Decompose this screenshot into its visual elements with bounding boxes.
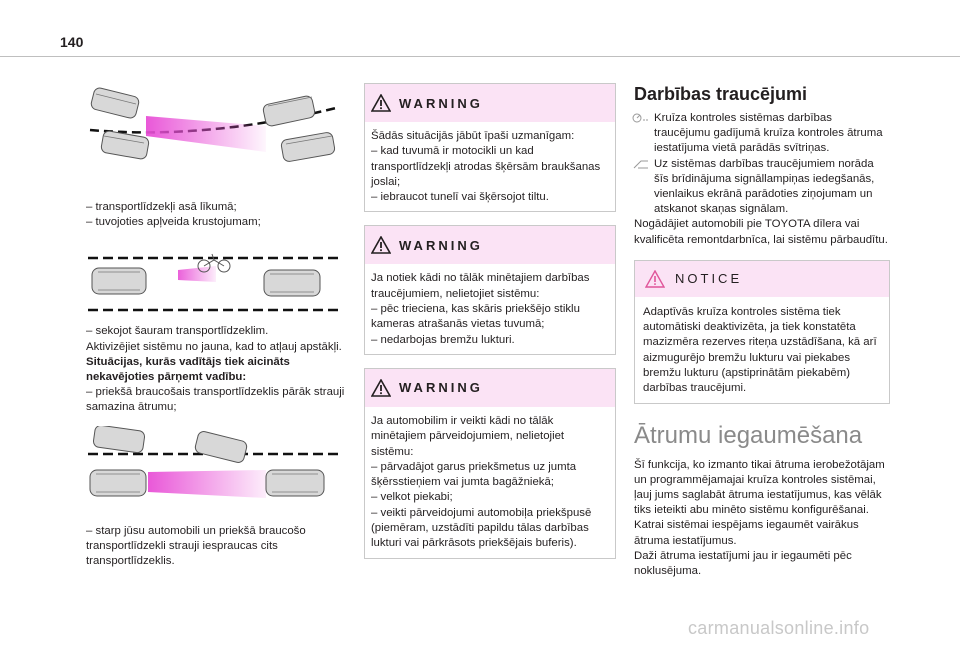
warning-title: WARNING <box>399 237 483 253</box>
notice-body <box>635 297 889 403</box>
warning-box <box>364 368 616 559</box>
illustration-cut-in <box>86 426 342 516</box>
text-block-right <box>634 111 890 248</box>
paragraph: Kruīza kontroles sistēmas darbības traucējumu gadījumā kruīza kontroles ātruma iestatījuma vietā parādās svītriņas. <box>634 111 890 157</box>
text-block-3 <box>86 524 346 570</box>
warning-title: WARNING <box>399 380 483 396</box>
notice-box <box>634 260 890 404</box>
notice-text: Adaptīvās kruīza kontroles sistēma tiek automātiski deaktivizēta, ja tiek konstatēta mazizmēra rezerves riteņa uzstādīšana, kā arī aizmugurējo bremžu lukturu vai piekabes bremžu lukturu (apstiprinātām piekabēm) darbības traucējumi. <box>643 305 877 395</box>
warning-triangle-icon <box>371 94 391 112</box>
list-item: Šādās situācijās jābūt īpaši uzmanīgam: <box>371 130 575 142</box>
illustration-narrow-vehicle <box>86 236 342 318</box>
list-item: – velkot piekabi; <box>371 491 453 504</box>
paragraph: Uz sistēmas darbības traucējumiem norāda šīs brīdinājuma signāllampiņas iedegšanās, vienlaikus ekrānā parādoties ziņojumam un atskanot skaņas signālam. <box>634 157 890 218</box>
page-number: 140 <box>60 34 84 50</box>
left-column <box>86 80 346 569</box>
list-item: – iebraucot tunelī vai šķērsojot tiltu. <box>371 191 549 204</box>
section-title: Ātrumu iegaumēšana <box>634 421 863 449</box>
warning-body <box>365 264 615 353</box>
list-item: – pārvadājot garus priekšmetus uz jumta šķērsstieņiem vai jumta bagāžniekā; <box>371 460 577 489</box>
warning-triangle-icon <box>371 236 391 254</box>
notice-triangle-icon <box>645 270 665 288</box>
notice-header <box>635 261 889 297</box>
list-item: Ja automobilim ir veikti kādi no tālāk minētajiem pārveidojumiem, nelietojiet sistēmu: <box>371 414 565 458</box>
text-block-2 <box>86 324 346 415</box>
list-item: – transportlīdzekļi asā līkumā; <box>86 201 237 213</box>
middle-column <box>364 83 616 559</box>
right-column <box>634 84 890 579</box>
illustration-curve-road <box>86 80 342 192</box>
section-heading: Darbības traucējumi <box>634 84 808 104</box>
warning-header <box>365 84 615 122</box>
warning-box <box>364 83 616 212</box>
list-item: – kad tuvumā ir motocikli un kad transportlīdzekļi atrodas šķērsām braukšanas joslai; <box>371 145 601 188</box>
warning-lamp-icon <box>632 158 650 170</box>
watermark: carmanualsonline.info <box>688 618 870 638</box>
warning-body <box>365 122 615 211</box>
list-item: – starp jūsu automobili un priekšā braucošo transportlīdzekli strauji iespraucas cits transportlīdzeklis. <box>86 524 306 568</box>
list-item: – nedarbojas bremžu lukturi. <box>371 333 515 346</box>
paragraph: Daži ātruma iestatījumi jau ir iegaumēti pēc noklusējuma. <box>634 549 852 578</box>
text-block-1 <box>86 200 346 230</box>
list-item: – veikti pārveidojumi automobiļa priekšpusē (piemēram, uzstādīti papildu tālas darbības lukturi vai pārkrāsots priekšējais buferis). <box>371 506 592 550</box>
paragraph: Nogādājiet automobili pie TOYOTA dīlera vai kvalificēta remontdarbnīca, lai sistēmu pārbaudītu. <box>634 218 888 246</box>
list-item: – priekšā braucošais transportlīdzeklis pārāk strauji samazina ātrumu; <box>86 386 345 414</box>
warning-header <box>365 226 615 264</box>
paragraph: Šī funkcija, ko izmanto tikai ātruma ierobežotājam un programmējamajai kruīza kontroles sistēmai, ļauj jums saglabāt ātruma iestatījumus, kas vēlāk tiks ieteikti abu minēto sistēmu konfigurēšanai. <box>634 458 885 517</box>
warning-triangle-icon <box>371 379 391 397</box>
notice-title: NOTICE <box>675 271 743 287</box>
text-block-speed-memory <box>634 458 890 580</box>
warning-header <box>365 369 615 407</box>
paragraph: Aktivizējiet sistēmu no jauna, kad to atļauj apstākļi. <box>86 340 342 353</box>
list-item: – sekojot šauram transportlīdzeklim. <box>86 325 269 338</box>
warning-title: WARNING <box>399 95 483 111</box>
warning-body <box>365 407 615 558</box>
list-item: Ja notiek kādi no tālāk minētajiem darbības traucējumiem, nelietojiet sistēmu: <box>371 272 590 300</box>
top-divider <box>0 56 960 57</box>
list-item: – pēc trieciena, kas skāris priekšējo stiklu kameras atrašanās vietas tuvumā; <box>371 303 580 331</box>
cruise-control-icon <box>632 112 650 124</box>
bold-heading: Situācijas, kurās vadītājs tiek aicināts nekavējoties pārņemt vadību: <box>86 355 290 384</box>
paragraph: Katrai sistēmai iespējams iegaumēt vairākus ātruma iestatījumus. <box>634 519 859 547</box>
list-item: – tuvojoties apļveida krustojumam; <box>86 216 261 229</box>
warning-box <box>364 225 616 354</box>
